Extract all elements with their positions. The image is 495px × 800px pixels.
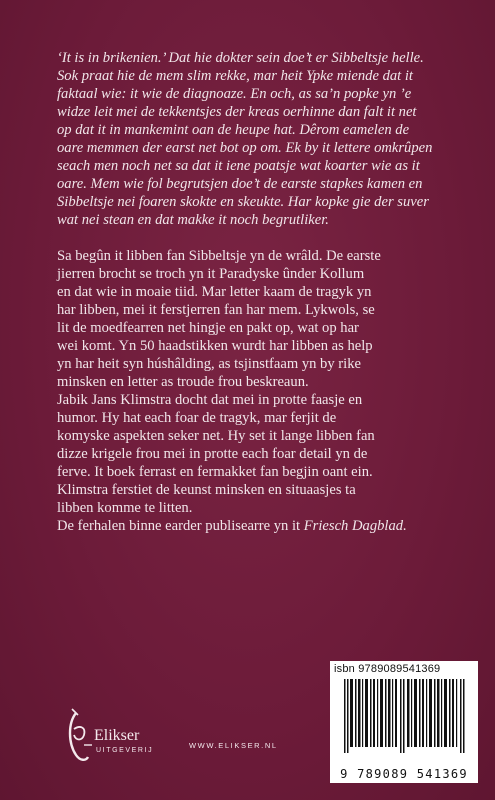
publisher-subtitle: UITGEVERIJ (96, 747, 154, 754)
body-line: jierren brocht se troch yn it Paradyske ûnder Kollum (57, 266, 365, 282)
body-line: Klimstra ferstiet de keunst minsken en situaasjes ta (57, 482, 356, 498)
barcode-icon (340, 679, 472, 765)
quote-line: wat nei stean en dat makke it noch begrutliker. (57, 212, 329, 228)
isbn-label: isbn 9789089541369 (334, 663, 441, 675)
body-line: dizze krigele frou mei in protte each foar detail yn de (57, 446, 368, 462)
quote-line: oare. Mem wie fol begrutsjen doe’t de earste stapkes kamen en (57, 176, 423, 192)
quote-line: seach men noch net sa dat it iene poatsje wat koarter wie as it (57, 158, 420, 174)
newspaper-title: Friesch Dagblad. (303, 518, 407, 534)
publisher-website: WWW.ELIKSER.NL (189, 741, 278, 750)
body-line: yn har heit syn húshâlding, as tsjinstfaam yn by rike (57, 356, 361, 372)
body-line: libben komme te litten. (57, 500, 193, 516)
body-line: komyske aspekten seker net. Hy set it lange libben fan (57, 428, 375, 444)
body-line: humor. Hy hat each foar de tragyk, mar ferjit de (57, 410, 337, 426)
quote-line: op dat it in mankemint oan de heupe hat. Dêrom eamelen de (57, 122, 410, 138)
final-line (57, 517, 453, 535)
isbn-barcode-panel (330, 661, 478, 783)
quote-line: faktaal wie: it wie de diagnoaze. En och, as sa’n popke yn ’e (57, 86, 412, 102)
quote-line: Sibbeltsje nei foaren skokte en skeukte. Har kopke gie der suver (57, 194, 429, 210)
publisher-name: Elikser (94, 727, 140, 744)
body-line: minsken en letter as troude frou beskreaun. (57, 374, 309, 390)
body-paragraphs (57, 247, 453, 535)
body-line: wei komt. Yn 50 haadstikken wurdt har libben as help (57, 338, 373, 354)
barcode-digits: 9 789089 541369 (340, 767, 468, 781)
final-line-text: De ferhalen binne earder publisearre yn it (57, 518, 304, 534)
quote-line: oare memmen der earst net bot op om. Ek by it lettere omkrûpen (57, 140, 433, 156)
blurb-text (57, 49, 453, 535)
opening-quote (57, 49, 453, 229)
quote-line: widze leit mei de tekkentsjes der kreas oerhinne dan falt it net (57, 104, 417, 120)
quote-line: Sok praat hie de mem slim rekke, mar heit Ypke miende dat it (57, 68, 413, 84)
body-line: lit de moedfearren net hingje en pakt op, wat op har (57, 320, 359, 336)
body-line: en dat wie in moaie tiid. Mar letter kaam de tragyk yn (57, 284, 372, 300)
body-line: har libben, mei it ferstjerren fan har mem. Lykwols, se (57, 302, 375, 318)
body-line: Jabik Jans Klimstra docht dat mei in protte faasje en (57, 392, 363, 408)
quote-line: ‘It is in brikenien.’ Dat hie dokter sein doe’t er Sibbeltsje helle. (57, 50, 424, 66)
body-line: ferve. It boek ferrast en fermakket fan begjin oant ein. (57, 464, 373, 480)
body-line: Sa begûn it libben fan Sibbeltsje yn de wrâld. De earste (57, 248, 381, 264)
